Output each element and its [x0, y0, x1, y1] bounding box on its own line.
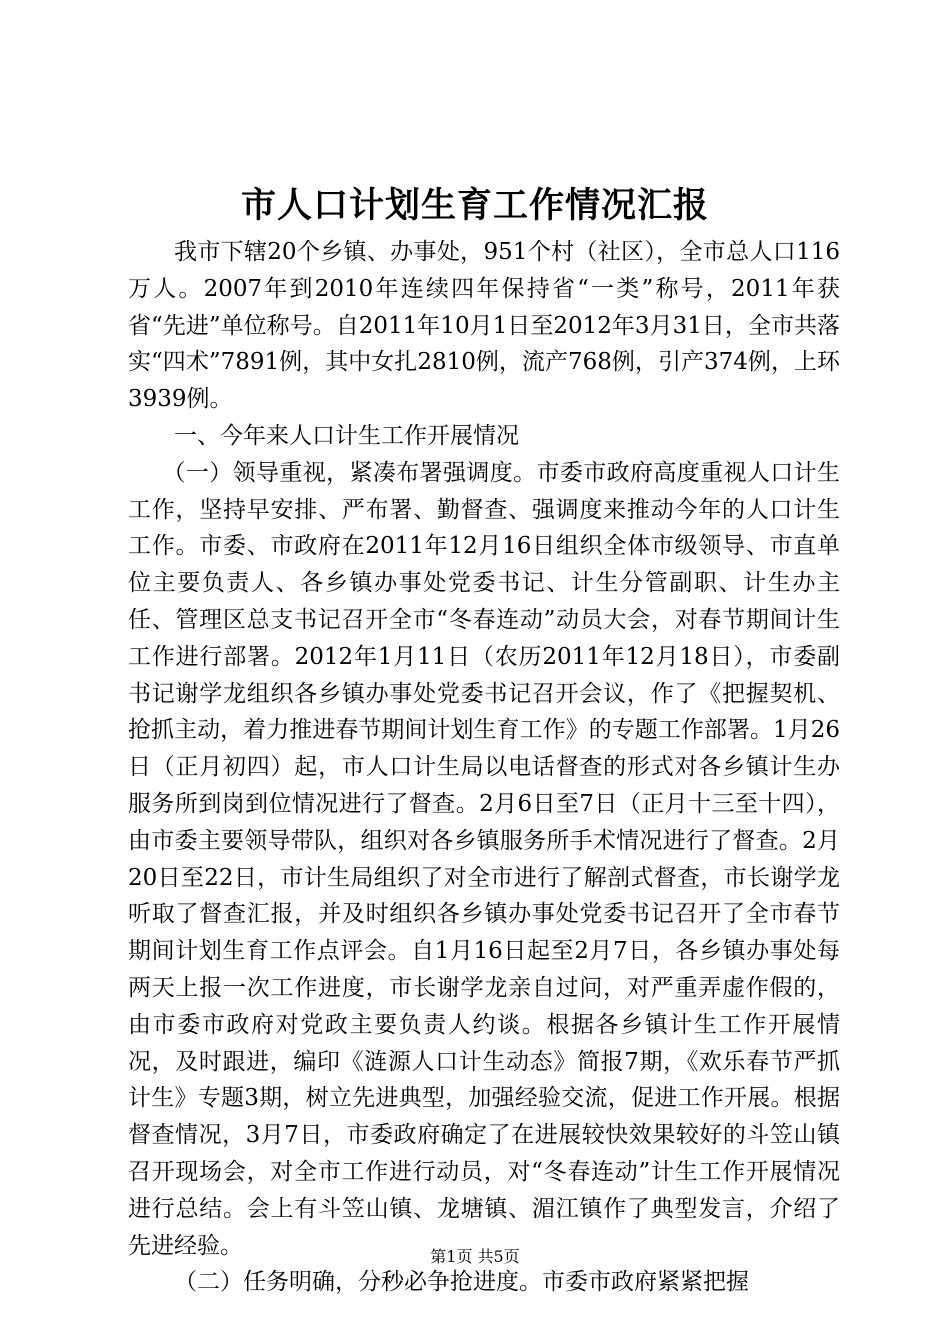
- paragraph-subsection-2: （二）任务明确，分秒必争抢进度。市委市政府紧紧把握: [174, 1269, 749, 1296]
- paragraph-subsection-1: （一）领导重视，紧凑布署强调度。市委市政府高度重视人口计生工作，坚持早安排、严布署、勤督查、强调度来推动今年的人口计生工作。市委、市政府在2011年12月16日组织全体市级领导、市直单位主要负责人、各乡镇办事处党委书记、计生分管副职、计生办主任、管理区总支书记召开全市“冬春连动”动员大会，对春节期间计生工作进行部署。2012年1月11日（农历2011年12月18日），市委副书记谢学龙组织各乡镇办事处党委书记召开会议，作了《把握契机、抢抓主动，着力推进春节期间计划生育工作》的专题工作部署。1月26日（正月初四）起，市人口计生局以电话督查的形式对各乡镇计生办服务所到岗到位情况进行了督查。2月6日至7日（正月十三至十四），由市委主要领导带队，组织对各乡镇服务所手术情况进行了督查。2月20日至22日，市计生局组织了对全市进行了解剖式督查，市长谢学龙听取了督查汇报，并及时组织各乡镇办事处党委书记召开了全市春节期间计划生育工作点评会。自1月16日起至2月7日，各乡镇办事处每两天上报一次工作进度，市长谢学龙亲自过问，对严重弄虚作假的，由市委市政府对党政主要负责人约谈。根据各乡镇计生工作开展情况，及时跟进，编印《涟源人口计生动态》简报7期，《欢乐春节严抓计生》专题3期，树立先进典型，加强经验交流，促进工作开展。根据督查情况，3月7日，市委政府确定了在进展较快效果较好的斗笠山镇召开现场会，对全市工作进行动员，对“冬春连动”计生工作开展情况进行总结。会上有斗笠山镇、龙塘镇、湄江镇作了典型发言，介绍了先进经验。: [128, 459, 840, 1259]
- document-title: 市人口计划生育工作情况汇报: [240, 185, 709, 226]
- page-footer: 第1页 共5页: [430, 1247, 520, 1266]
- section-heading: 一、今年来人口计生工作开展情况: [174, 422, 519, 449]
- paragraph-intro: 我市下辖20个乡镇、办事处，951个村（社区），全市总人口116万人。2007年到2010年连续四年保持省“一类”称号，2011年获省“先进”单位称号。自2011年10月1日至2012年3月31日，全市共落实“四术”7891例，其中女扎2810例，流产768例，引产374例，上环3939例。: [128, 239, 840, 413]
- document-body: [128, 234, 840, 1301]
